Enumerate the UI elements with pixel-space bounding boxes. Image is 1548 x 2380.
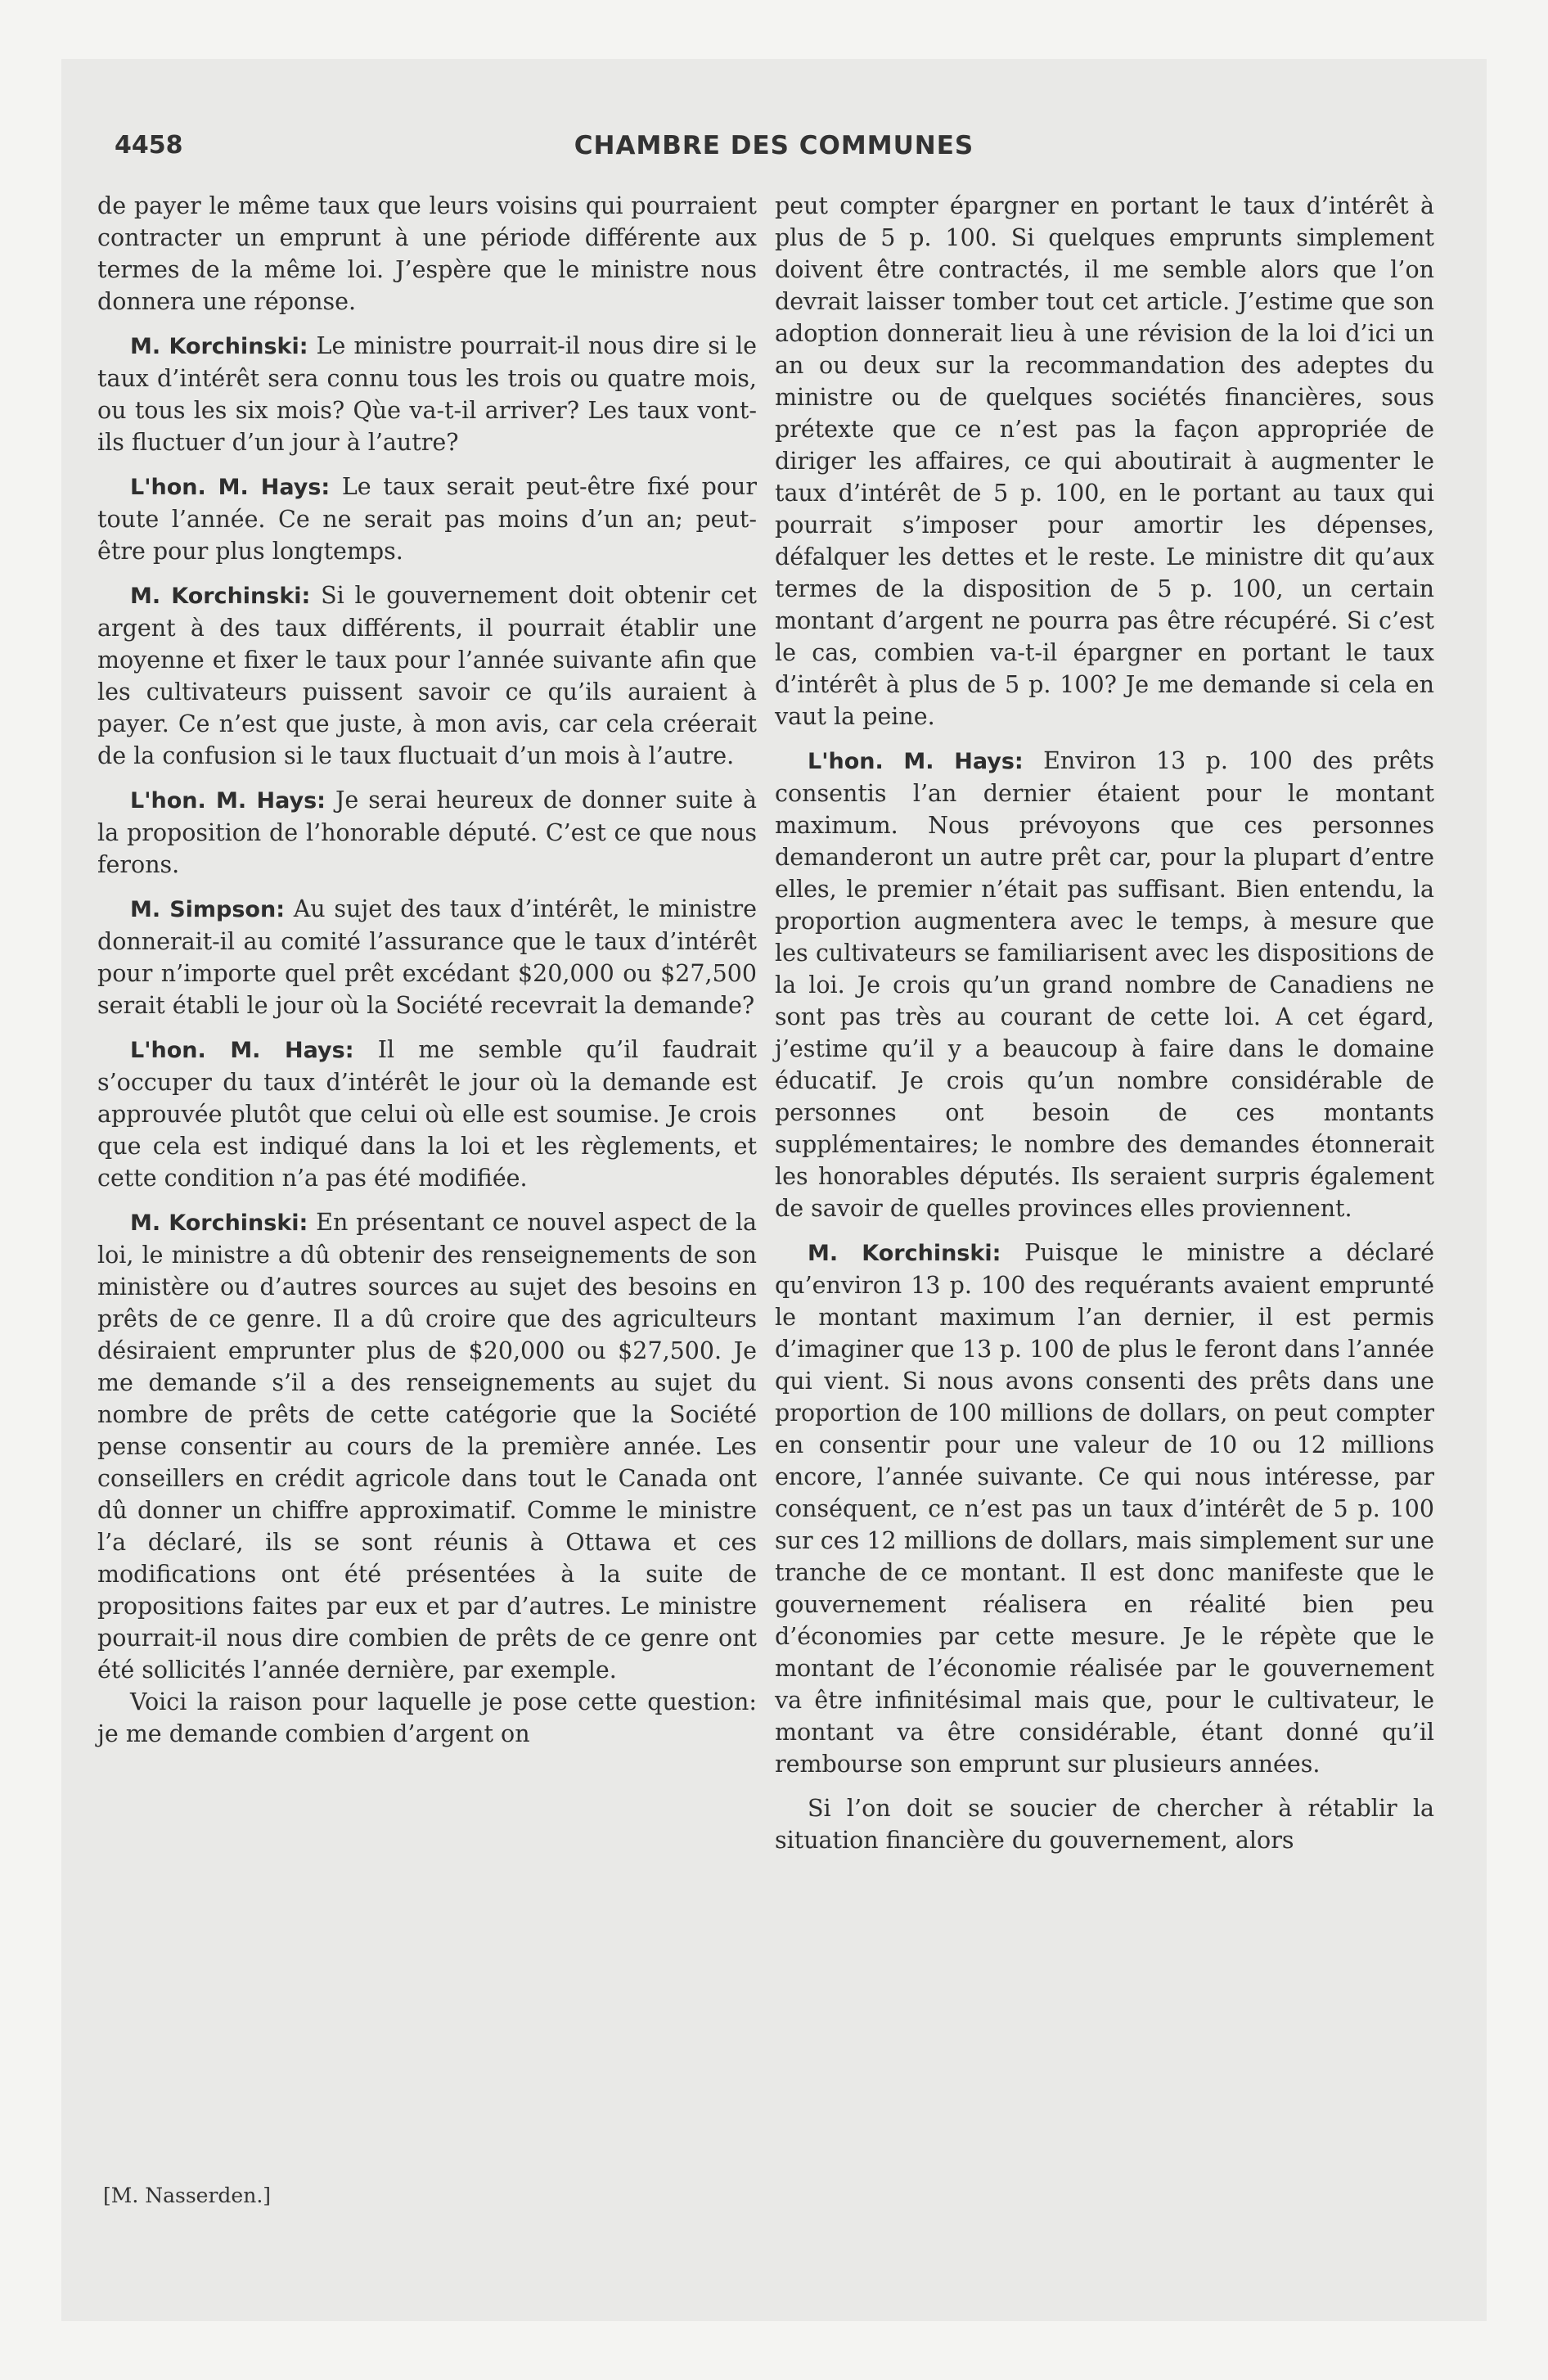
paragraph-text: En présentant ce nouvel aspect de la loi, le ministre a dû obtenir des renseignements de son ministère ou d’autres sources au sujet des besoins en prêts de ce genre. Il a dû croire que des agriculteurs désiraient emprunter plus de $20,000 ou $27,500. Je me demande s’il a des renseignements au sujet du nombre de prêts de cette catégorie que la Société pense consentir au cours de la première année. Les conseillers en crédit agricole dans tout le Canada ont dû donner un chiffre approximatif. Comme le ministre l’a déclaré, ils se sont réunis à Ottawa et ces modifications ont été présentées à la suite de propositions faites par eux et par d’autres. Le ministre pourrait-il nous dire combien de prêts de ce genre ont été sollicités l’année dernière, par exemple. xyxy=(97,1209,758,1684)
speaker-name: M. Korchinski: xyxy=(130,334,308,359)
paragraph xyxy=(97,579,757,772)
paragraph-text: Il me semble qu’il faudrait s’occuper du taux d’intérêt le jour où la demande est approuvée plutôt que celui où elle est soumise. Je crois que cela est indiqué dans la loi et les règlements, et cette condition n’a pas été modifiée. xyxy=(97,1036,757,1192)
paragraph xyxy=(97,1686,757,1750)
paragraph-text: Le taux serait peut-être fixé pour toute l’année. Ce ne serait pas moins d’un an; peut-être pour plus longtemps. xyxy=(97,473,757,565)
paragraph-text: Si l’on doit se soucier de chercher à rétablir la situation financière du gouvernement, alors xyxy=(775,1795,1434,1854)
paragraph-text: Au sujet des taux d’intérêt, le ministre donnerait-il au comité l’assurance que le taux d’intérêt pour n’importe quel prêt excédant $20,000 ou $27,500 serait établi le jour où la Société recevrait la demande? xyxy=(97,895,758,1019)
paragraph-text: Je serai heureux de donner suite à la proposition de l’honorable député. C’est ce que nous ferons. xyxy=(97,787,758,878)
paragraph-text: Puisque le ministre a déclaré qu’environ 13 p. 100 des requérants avaient emprunté le montant maximum l’an dernier, il est permis d’imaginer que 13 p. 100 de plus le feront dans l’année qui vient. Si nous avons consenti des prêts dans une proportion de 100 millions de dollars, on peut compter en consentir pour une valeur de 10 ou 12 millions encore, l’année suivante. Ce qui nous intéresse, par conséquent, ce n’est pas un taux d’intérêt de 5 p. 100 sur ces 12 millions de dollars, mais simplement sur une tranche de ce montant. Il est donc manifeste que le gouvernement réalisera en réalité bien peu d’économies par cette mesure. Je le répète que le montant de l’économie réalisée par le gouvernement va être infinitésimal mais que, pour le cultivateur, le montant va être considérable, étant donné qu’il rembourse son emprunt sur plusieurs années. xyxy=(775,1239,1434,1778)
paragraph xyxy=(97,893,757,1021)
paragraph-text: de payer le même taux que leurs voisins qui pourraient contracter un emprunt à une période différente aux termes de la même loi. J’espère que le ministre nous donnera une réponse. xyxy=(97,192,757,315)
paragraph xyxy=(97,471,757,567)
paragraph xyxy=(97,1206,757,1686)
footer-reference: [M. Nasserden.] xyxy=(103,2184,272,2207)
paragraph-text: peut compter épargner en portant le taux d’intérêt à plus de 5 p. 100. Si quelques emprunts simplement doivent être contractés, il me semble alors que l’on devrait laisser tomber tout cet article. J’estime que son adoption donnerait lieu à une révision de la loi d’ici un an ou deux sur la recommandation des adeptes du ministre ou de quelques sociétés financières, sous prétexte que ce n’est pas la façon appropriée de diriger les affaires, ce qui aboutirait à augmenter le taux d’intérêt de 5 p. 100, en le portant au taux qui pourrait s’imposer pour amortir les dépenses, défalquer les dettes et le reste. Le ministre dit qu’aux termes de la disposition de 5 p. 100, un certain montant d’argent ne pourra pas être récupéré. Si c’est le cas, combien va-t-il épargner en portant le taux d’intérêt à plus de 5 p. 100? Je me demande si cela en vaut la peine. xyxy=(775,192,1434,730)
paragraph xyxy=(775,1792,1434,1856)
speaker-name: L'hon. M. Hays: xyxy=(130,475,331,500)
speaker-name: M. Korchinski: xyxy=(130,584,311,609)
paragraph-text: Environ 13 p. 100 des prêts consentis l’an dernier étaient pour le montant maximum. Nous prévoyons que ces personnes demanderont un autre prêt car, pour la plupart d’entre elles, le premier n’était pas suffisant. Bien entendu, la proportion augmentera avec le temps, à mesure que les cultivateurs se familiarisent avec les dispositions de la loi. Je crois qu’un grand nombre de Canadiens ne sont pas très au courant de cette loi. A cet égard, j’estime qu’il y a beaucoup à faire dans le domaine éducatif. Je crois qu’un nombre considérable de personnes ont besoin de ces montants supplémentaires; le nombre des demandes étonnerait les honorables députés. Ils seraient surpris également de savoir de quelles provinces elles proviennent. xyxy=(775,747,1434,1222)
paragraph xyxy=(775,190,1434,732)
speaker-name: L'hon. M. Hays: xyxy=(130,788,326,814)
speaker-name: L'hon. M. Hays: xyxy=(808,749,1024,774)
speaker-name: L'hon. M. Hays: xyxy=(130,1038,354,1063)
speaker-name: M. Korchinski: xyxy=(808,1241,1001,1266)
paragraph-text: Voici la raison pour laquelle je pose cette question: je me demande combien d’argent on xyxy=(97,1688,757,1747)
paragraph xyxy=(97,190,757,318)
paragraph xyxy=(775,1237,1434,1780)
paragraph xyxy=(97,330,757,458)
paragraph-text: Si le gouvernement doit obtenir cet argent à des taux différents, il pourrait établir une moyenne et fixer le taux pour l’année suivante afin que les cultivateurs puissent savoir ce qu’ils auraient à payer. Ce n’est que juste, à mon avis, car cela créerait de la confusion si le taux fluctuait d’un mois à l’autre. xyxy=(97,582,757,769)
left-column xyxy=(97,190,757,1762)
paragraph xyxy=(775,745,1434,1224)
page-number: 4458 xyxy=(115,131,183,160)
speaker-name: M. Simpson: xyxy=(130,897,285,922)
speaker-name: M. Korchinski: xyxy=(130,1210,308,1236)
paragraph-text: Le ministre pourrait-il nous dire si le taux d’intérêt sera connu tous les trois ou quatre mois, ou tous les six mois? Qùe va-t-il arriver? Les taux vont-ils fluctuer d’un jour à l’autre? xyxy=(97,332,757,456)
right-column xyxy=(775,190,1434,1868)
paragraph xyxy=(97,1034,757,1194)
paragraph xyxy=(97,784,757,881)
page-header-title: CHAMBRE DES COMMUNES xyxy=(574,131,974,160)
